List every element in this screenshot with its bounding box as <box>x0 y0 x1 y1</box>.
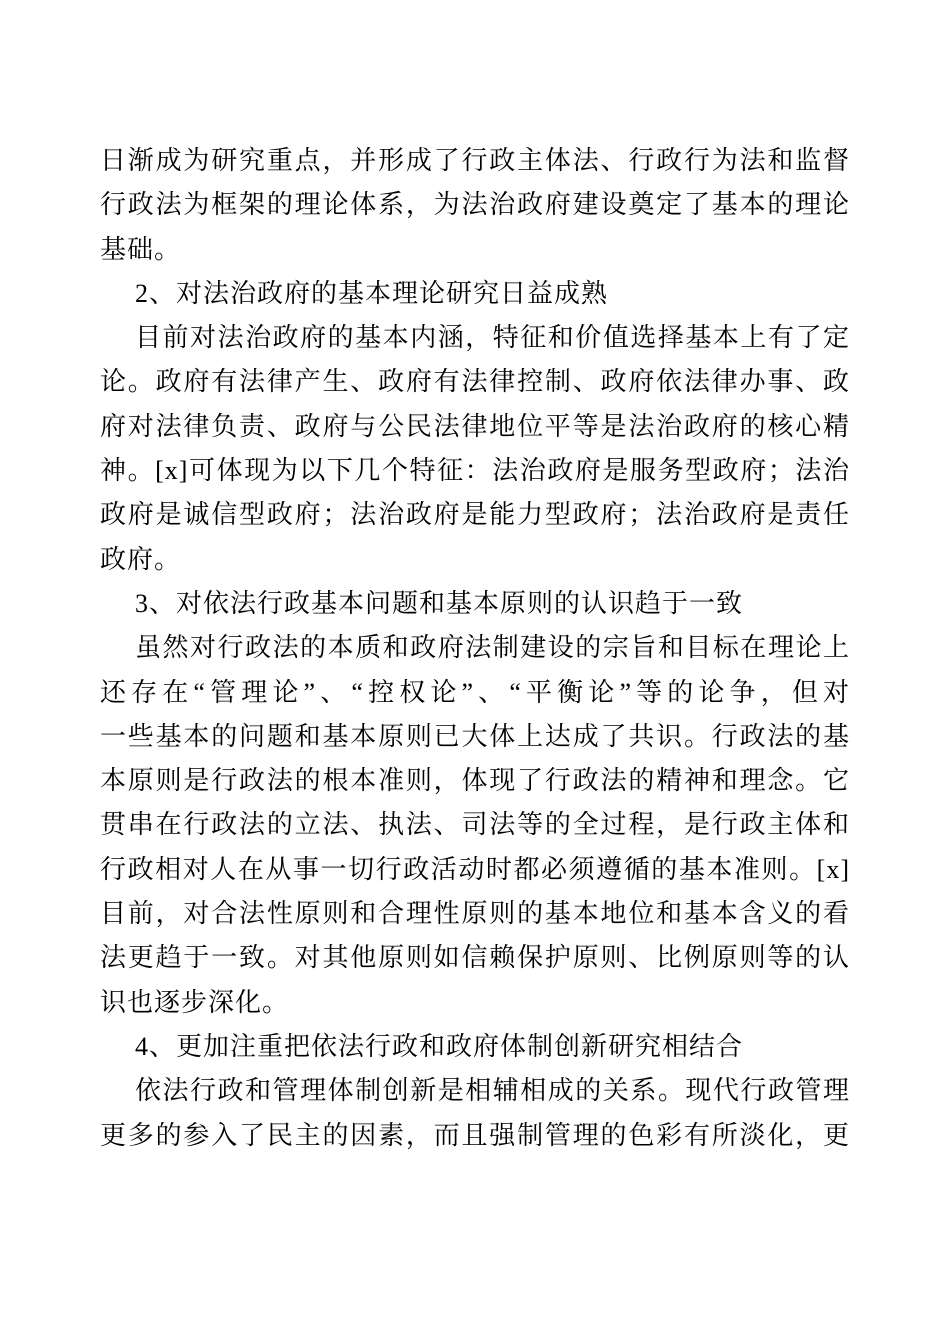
text-line: 行政相对人在从事一切行政活动时都必须遵循的基本准则。[x] <box>100 854 850 884</box>
section-heading-2: 2、对法治政府的基本理论研究日益成熟 <box>135 278 609 308</box>
text-line: 虽然对行政法的本质和政府法制建设的宗旨和目标在理论上 <box>135 633 850 663</box>
text-line: 识也逐步深化。 <box>100 987 290 1017</box>
text-line: 还存在“管理论”、“控权论”、“平衡论”等的论争，但对 <box>100 677 850 707</box>
text-line: 目前，对合法性原则和合理性原则的基本地位和基本含义的看 <box>100 899 850 929</box>
text-line: 一些基本的问题和基本原则已大体上达成了共识。行政法的基 <box>100 721 850 751</box>
text-line: 基础。 <box>100 234 182 264</box>
text-line: 贯串在行政法的立法、执法、司法等的全过程，是行政主体和 <box>100 810 850 840</box>
text-line: 依法行政和管理体制创新是相辅相成的关系。现代行政管理 <box>135 1076 850 1106</box>
text-line: 府对法律负责、政府与公民法律地位平等是法治政府的核心精 <box>100 411 850 441</box>
text-line: 神。[x]可体现为以下几个特征：法治政府是服务型政府；法治 <box>100 456 850 486</box>
text-line: 政府。 <box>100 544 182 574</box>
section-heading-3: 3、对依法行政基本问题和基本原则的认识趋于一致 <box>135 588 744 618</box>
section-heading-4: 4、更加注重把依法行政和政府体制创新研究相结合 <box>135 1031 744 1061</box>
text-line: 本原则是行政法的根本准则，体现了行政法的精神和理念。它 <box>100 766 850 796</box>
text-line: 目前对法治政府的基本内涵，特征和价值选择基本上有了定 <box>135 323 850 353</box>
text-line: 法更趋于一致。对其他原则如信赖保护原则、比例原则等的认 <box>100 943 850 973</box>
document-text-block <box>100 139 850 1158</box>
text-line: 更多的参入了民主的因素，而且强制管理的色彩有所淡化，更 <box>100 1120 850 1150</box>
text-line: 政府是诚信型政府；法治政府是能力型政府；法治政府是责任 <box>100 500 850 530</box>
text-line: 论。政府有法律产生、政府有法律控制、政府依法律办事、政 <box>100 367 850 397</box>
text-line: 行政法为框架的理论体系，为法治政府建设奠定了基本的理论 <box>100 190 850 220</box>
text-line: 日渐成为研究重点，并形成了行政主体法、行政行为法和监督 <box>100 146 850 175</box>
